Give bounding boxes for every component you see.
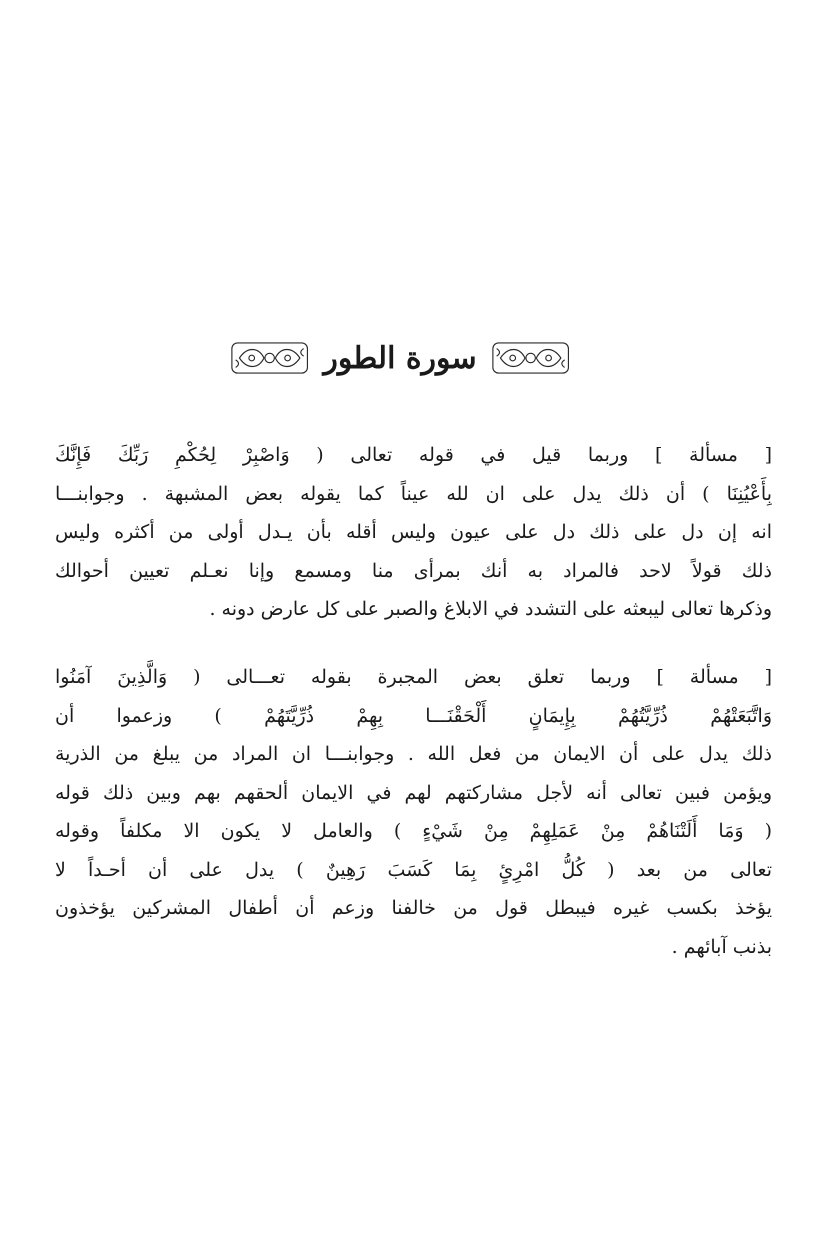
paragraph-line: وَاتَّبَعَتْهُمْ ذُرِّيَّتُهُمْ بِإِيمَانٍ أَلْحَقْنَـــا بِهِمْ ذُرِّيَّتَهُمْ ) وزعموا أن	[55, 704, 772, 727]
paragraph-line: [ مسألة ] وربما قيل في قوله تعالى ( وَاصْبِرْ لِحُكْمِ رَبِّكَ فَإِنَّكَ	[55, 444, 772, 466]
right-ornament-icon	[491, 338, 570, 378]
surah-title: سورة الطور	[323, 340, 477, 376]
paragraph-line: بِأَعْيُنِنَا ) أن ذلك يدل على ان لله عيناً كما يقوله بعض المشبهة . وجوابنـــا	[55, 482, 772, 505]
paragraph-line: وذكرها تعالى ليبعثه على التشدد في الابلاغ والصبر على كل عارض دونه .	[209, 598, 772, 620]
paragraph-line: [ مسألة ] وربما تعلق بعض المجبرة بقوله تعـــالى ( وَالَّذِينَ آمَنُوا	[55, 666, 772, 688]
paragraph-1	[55, 436, 772, 629]
paragraph-line: ويؤمن فبين تعالى أنه لأجل مشاركتهم لهم في الايمان ألحقهم بهم وبين ذلك قوله	[55, 781, 772, 804]
paragraph-line: ذلك يدل على أن الايمان من فعل الله . وجوابنـــا ان المراد من يبلغ من الذرية	[55, 743, 772, 765]
surah-heading	[230, 330, 570, 386]
paragraph-line: انه إن دل على ذلك دل على عيون وليس أقله بأن يـدل أولى من أكثره وليس	[55, 521, 772, 543]
left-ornament-icon	[230, 338, 309, 378]
paragraph-line: تعالى من بعد ( كُلُّ امْرِئٍ بِمَا كَسَبَ رَهِينٌ ) يدل على أن أحـداً لا	[55, 858, 772, 881]
paragraph-line: يؤخذ بكسب غيره فيبطل قول من خالفنا وزعم أن أطفال المشركين يؤخذون	[55, 897, 772, 919]
paragraph-2	[55, 658, 772, 966]
paragraph-line: ( وَمَا أَلَتْنَاهُمْ مِنْ عَمَلِهِمْ مِنْ شَيْءٍ ) والعامل لا يكون الا مكلفاً وقوله	[55, 820, 772, 842]
paragraph-line: ذلك قولاً لاحد فالمراد به أنك بمرأى منا ومسمع وإنا نعـلم تعيين أحوالك	[55, 559, 772, 582]
paragraph-line: بذنب آبائهم .	[671, 935, 772, 958]
